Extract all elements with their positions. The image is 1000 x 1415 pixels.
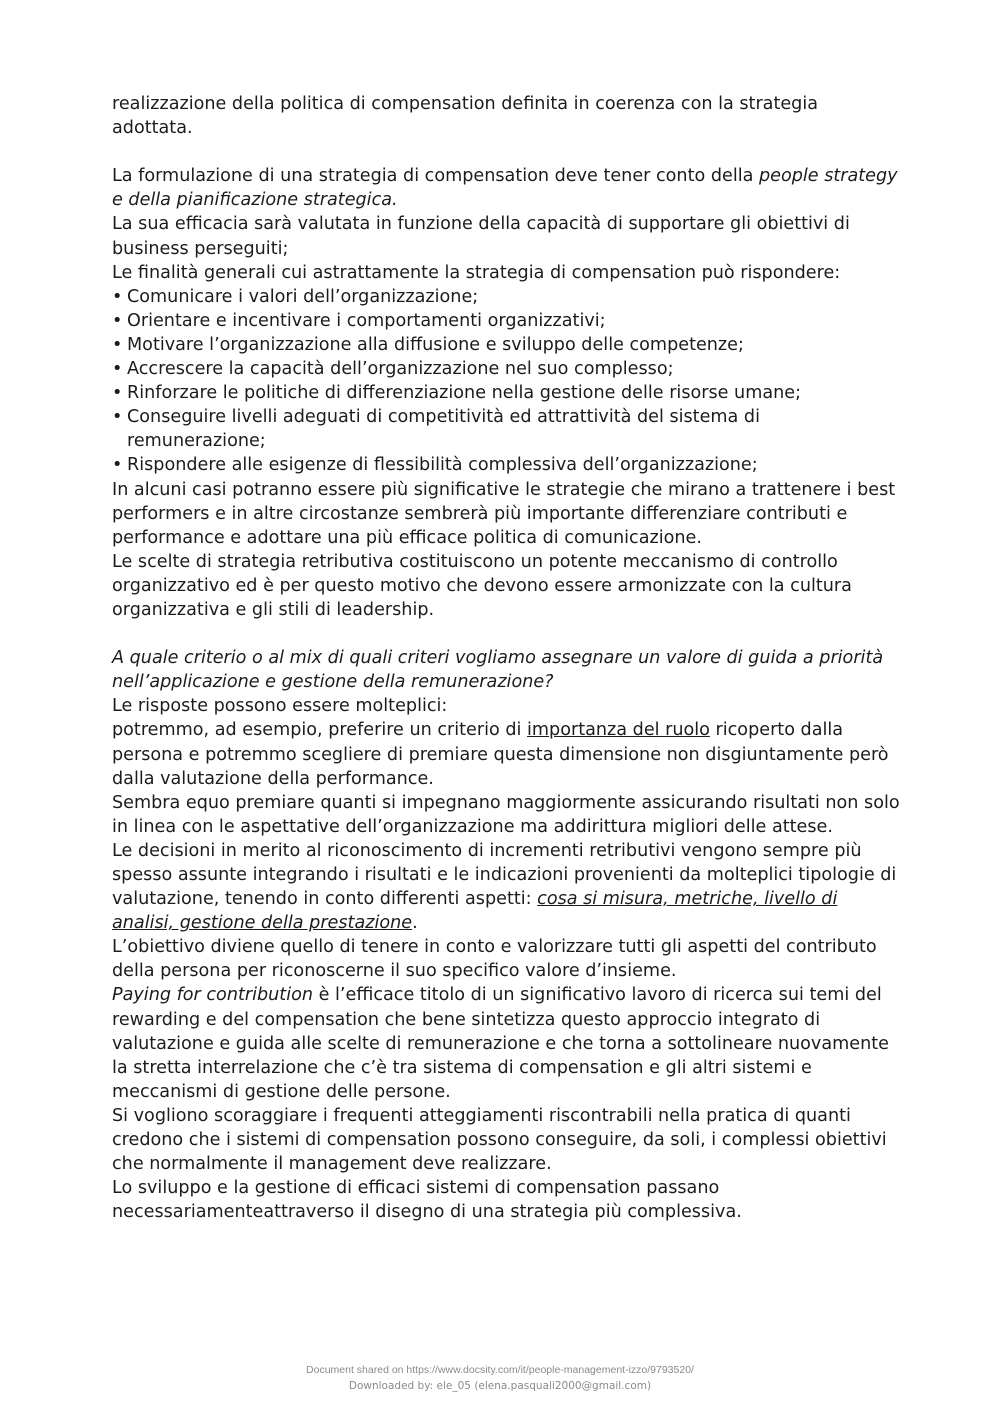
underlined-text: importanza del ruolo <box>527 720 710 741</box>
list-item-text: Orientare e incentivare i comportamenti organizzativi; <box>127 310 606 331</box>
paragraph-text: . <box>412 913 418 934</box>
italic-text: people strategy e della pianificazione strategica. <box>112 166 898 211</box>
list-item <box>112 405 902 453</box>
paragraph-text: La formulazione di una strategia di compensation deve tener conto della <box>112 166 759 187</box>
list-item-text: Motivare l’organizzazione alla diffusione e sviluppo delle competenze; <box>127 334 744 355</box>
paragraph: L’obiettivo diviene quello di tenere in conto e valorizzare tutti gli aspetti del contributo della persona per riconoscerne il suo specifico valore d’insieme. <box>112 937 877 982</box>
bullet-marker: • <box>112 286 123 307</box>
paragraph: La sua efficacia sarà valutata in funzione della capacità di supportare gli obiettivi di business perseguiti; <box>112 214 850 259</box>
italic-title: Paying for contribution <box>112 985 314 1006</box>
paragraph <box>112 983 902 1103</box>
italic-question: A quale criterio o al mix di quali criteri vogliamo assegnare un valore di guida a priorità nell’applicazione e gestione della remunerazione? <box>112 648 884 693</box>
list-item <box>112 381 902 405</box>
list-item <box>112 333 902 357</box>
paragraph: Si vogliono scoraggiare i frequenti atteggiamenti riscontrabili nella pratica di quanti credono che i sistemi di compensation possono conseguire, da soli, i complessi obiettivi che normalmente il management deve realizzare. <box>112 1105 887 1175</box>
list-item-text: Rinforzare le politiche di differenziazione nella gestione delle risorse umane; <box>127 383 802 404</box>
document-body <box>112 92 902 1224</box>
bullet-marker: • <box>112 359 123 380</box>
bullet-marker: • <box>112 310 123 331</box>
list-item-text: Comunicare i valori dell’organizzazione; <box>127 286 479 307</box>
footer-downloaded-note: Downloaded by: ele_05 (elena.pasquali2000@gmail.com) <box>348 1380 652 1392</box>
paragraph: Le scelte di strategia retributiva costituiscono un potente meccanismo di controllo organizzativo ed è per questo motivo che devono essere armonizzate con la cultura organizzativa e gli stili di leadership. <box>112 551 852 620</box>
paragraph: realizzazione della politica di compensation definita in coerenza con la strategia adottata. <box>112 94 819 139</box>
paragraph: Sembra equo premiare quanti si impegnano maggiormente assicurando risultati non solo in linea con le aspettative dell’organizzazione ma addirittura migliori delle attese. <box>112 792 900 837</box>
list-item <box>112 285 902 309</box>
list-item-text: Accrescere la capacità dell’organizzazione nel suo complesso; <box>127 359 674 380</box>
bullet-marker: • <box>112 334 123 355</box>
paragraph <box>112 646 902 694</box>
paragraph-gap <box>112 622 902 646</box>
paragraph: In alcuni casi potranno essere più significative le strategie che mirano a trattenere i best performers e in altre circostanze sembrerà più importante differenziare contributi e performance e adottare una più efficace politica di comunicazione. <box>112 479 896 548</box>
list-item <box>112 309 902 333</box>
paragraph <box>112 164 902 212</box>
paragraph <box>112 718 902 790</box>
paragraph-text: potremmo, ad esempio, preferire un criterio di <box>112 720 528 741</box>
list-item-text: Rispondere alle esigenze di flessibilità complessiva dell’organizzazione; <box>127 455 758 476</box>
list-item-text: Conseguire livelli adeguati di competitività ed attrattività del sistema di remunerazione; <box>127 407 760 452</box>
paragraph-text: ricoperto dalla persona e potremmo scegliere di premiare questa dimensione non disgiuntamente però dalla valutazione della performance. <box>112 720 889 789</box>
paragraph-text: è l’efficace titolo di un significativo lavoro di ricerca sui temi del rewarding e del compensation che bene sintetizza questo approccio integrato di valutazione e guida alle scelte di remunerazione e che torna a sottolineare nuovamente la stretta interrelazione che c’è tra sistema di compensation e gli altri sistemi e meccanismi di gestione delle persone. <box>112 985 889 1102</box>
bullet-marker: • <box>112 383 123 404</box>
footer-shared-note: Document shared on https://www.docsity.com/it/people-management-izzo/9793520/ <box>306 1364 694 1376</box>
paragraph <box>112 839 902 935</box>
bullet-marker: • <box>112 407 123 428</box>
paragraph: Le risposte possono essere molteplici: <box>112 696 448 717</box>
underlined-italic-text: cosa si misura, metriche, livello di analisi, gestione della prestazione <box>112 889 838 934</box>
list-item <box>112 357 902 381</box>
bullet-list <box>112 285 902 478</box>
bullet-marker: • <box>112 455 123 476</box>
list-item <box>112 453 902 477</box>
paragraph: Lo sviluppo e la gestione di efficaci sistemi di compensation passano necessariamenteattraverso il disegno di una strategia più complessiva. <box>112 1178 742 1223</box>
paragraph-text: Le decisioni in merito al riconoscimento di incrementi retributivi vengono sempre più spesso assunte integrando i risultati e le indicazioni provenienti da molteplici tipologie di valutazione, tenendo in conto differenti aspetti: <box>112 840 897 910</box>
paragraph-gap <box>112 140 902 164</box>
paragraph: Le finalità generali cui astrattamente la strategia di compensation può rispondere: <box>112 262 841 283</box>
